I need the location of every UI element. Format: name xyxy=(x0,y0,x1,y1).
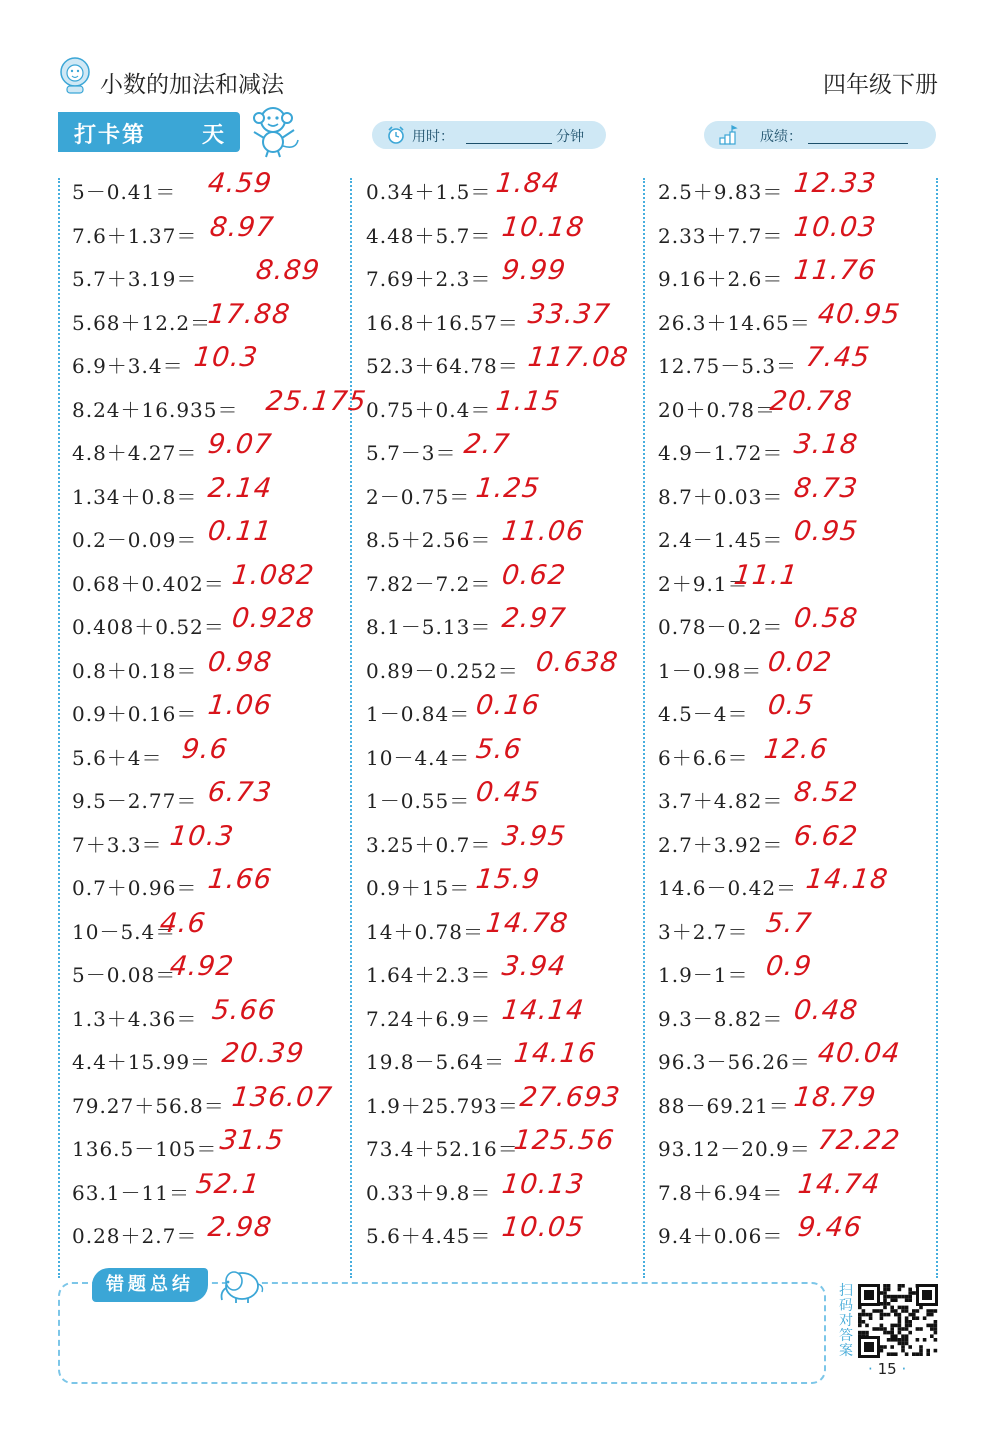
problem-question: 1.34＋0.8＝ xyxy=(72,484,198,509)
alarm-clock-icon xyxy=(386,125,406,145)
handwritten-answer: 15.9 xyxy=(474,864,542,895)
banner-day-unit: 天 xyxy=(202,123,225,148)
handwritten-answer: 1.15 xyxy=(494,385,562,417)
problem-question: 9.3－8.82＝ xyxy=(658,1006,784,1031)
handwritten-answer: 10.3 xyxy=(168,820,236,852)
problem-question: 0.78－0.2＝ xyxy=(658,615,784,639)
problem-question: 5－0.41＝ xyxy=(72,180,177,204)
problem-question: 14＋0.78＝ xyxy=(366,919,484,944)
handwritten-answer: 0.48 xyxy=(792,994,860,1026)
handwritten-answer: 27.693 xyxy=(518,1081,623,1113)
problem-question: 1.3＋4.36＝ xyxy=(72,1006,198,1031)
grade-label: 四年级下册 xyxy=(823,72,938,98)
page-header xyxy=(56,54,938,104)
problem-question: 14.6－0.42＝ xyxy=(658,876,798,900)
problem-question: 9.16＋2.6＝ xyxy=(658,267,784,291)
handwritten-answer: 14.16 xyxy=(512,1038,598,1069)
handwritten-answer: 3.18 xyxy=(792,429,860,460)
scan-answer-label xyxy=(836,1284,856,1359)
handwritten-answer: 4.92 xyxy=(168,951,236,982)
handwritten-answer: 4.59 xyxy=(206,168,274,199)
problem-question: 0.2－0.09＝ xyxy=(72,528,198,552)
handwritten-answer: 5.7 xyxy=(764,907,814,939)
handwritten-answer: 17.88 xyxy=(206,298,292,330)
handwritten-answer: 14.78 xyxy=(484,907,570,939)
handwritten-answer: 0.928 xyxy=(230,603,316,634)
podium-flag-icon xyxy=(718,125,738,145)
problem-question: 8.1－5.13＝ xyxy=(366,615,492,639)
problem-question: 0.75＋0.4＝ xyxy=(366,397,492,422)
handwritten-answer: 1.66 xyxy=(206,864,274,895)
handwritten-answer: 20.78 xyxy=(768,385,854,417)
handwritten-answer: 10.3 xyxy=(192,342,260,373)
handwritten-answer: 52.1 xyxy=(194,1168,262,1200)
handwritten-answer: 33.37 xyxy=(526,298,612,330)
frame-right-border xyxy=(936,178,938,1278)
handwritten-answer: 3.94 xyxy=(500,951,568,982)
handwritten-answer: 2.98 xyxy=(206,1212,274,1243)
handwritten-answer: 11.06 xyxy=(500,516,586,547)
problem-question: 0.8＋0.18＝ xyxy=(72,658,198,683)
problem-question: 0.34＋1.5＝ xyxy=(366,180,492,204)
problem-question: 4.8＋4.27＝ xyxy=(72,441,198,465)
problem-question: 1.9－1＝ xyxy=(658,963,749,987)
problem-question: 5－0.08＝ xyxy=(72,963,177,987)
problem-question: 0.28＋2.7＝ xyxy=(72,1224,198,1248)
problem-question: 5.7－3＝ xyxy=(366,441,457,465)
handwritten-answer: 10.18 xyxy=(500,211,586,243)
handwritten-answer: 5.6 xyxy=(474,733,524,765)
problem-question: 0.68＋0.402＝ xyxy=(72,571,225,596)
handwritten-answer: 4.6 xyxy=(158,907,208,939)
problem-question: 19.8－5.64＝ xyxy=(366,1050,506,1074)
handwritten-answer: 0.11 xyxy=(206,516,274,547)
time-unit: 分钟 xyxy=(556,129,584,145)
handwritten-answer: 11.1 xyxy=(732,559,800,591)
problem-question: 4.48＋5.7＝ xyxy=(366,223,492,248)
handwritten-answer: 1.06 xyxy=(206,690,274,721)
problem-question: 1－0.98＝ xyxy=(658,658,763,683)
problem-question: 8.5＋2.56＝ xyxy=(366,528,492,552)
column-separator xyxy=(643,178,645,1278)
handwritten-answer: 8.73 xyxy=(792,472,860,504)
problem-question: 5.7＋3.19＝ xyxy=(72,267,198,291)
elephant-icon xyxy=(216,1264,268,1304)
handwritten-answer: 10.03 xyxy=(792,211,878,243)
score-label: 成绩： xyxy=(760,129,802,145)
problem-question: 10－4.4＝ xyxy=(366,745,471,770)
problem-question: 0.408＋0.52＝ xyxy=(72,615,225,639)
handwritten-answer: 5.66 xyxy=(210,994,278,1026)
handwritten-answer: 12.6 xyxy=(762,733,830,765)
problem-question: 4.9－1.72＝ xyxy=(658,441,784,465)
handwritten-answer: 25.175 xyxy=(264,385,369,417)
problem-question: 3.7＋4.82＝ xyxy=(658,789,784,813)
checkin-banner xyxy=(58,112,240,152)
column-separator xyxy=(350,178,352,1278)
problem-question: 7.8＋6.94＝ xyxy=(658,1180,784,1205)
scan-char: 码 xyxy=(839,1298,853,1314)
problem-question: 12.75－5.3＝ xyxy=(658,354,798,378)
problem-question: 10－5.4＝ xyxy=(72,919,177,944)
handwritten-answer: 40.95 xyxy=(816,298,902,330)
handwritten-answer: 18.79 xyxy=(792,1081,878,1113)
handwritten-answer: 1.25 xyxy=(474,472,542,504)
problem-question: 2.5＋9.83＝ xyxy=(658,180,784,204)
problem-question: 5.68＋12.2＝ xyxy=(72,310,212,335)
handwritten-answer: 0.9 xyxy=(764,951,814,982)
problem-question: 5.6＋4＝ xyxy=(72,745,163,770)
problem-question: 93.12－20.9＝ xyxy=(658,1137,811,1161)
problem-question: 0.33＋9.8＝ xyxy=(366,1180,492,1205)
handwritten-answer: 10.05 xyxy=(500,1212,586,1243)
problem-question: 63.1－11＝ xyxy=(72,1180,190,1205)
handwritten-answer: 14.14 xyxy=(500,994,586,1026)
handwritten-answer: 9.07 xyxy=(206,429,274,460)
problem-question: 20＋0.78＝ xyxy=(658,397,776,422)
handwritten-answer: 72.22 xyxy=(816,1125,902,1156)
handwritten-answer: 1.84 xyxy=(494,168,562,199)
problem-question: 6＋6.6＝ xyxy=(658,745,749,770)
problem-question: 26.3＋14.65＝ xyxy=(658,310,811,335)
handwritten-answer: 125.56 xyxy=(512,1125,617,1156)
handwritten-answer: 2.14 xyxy=(206,472,274,504)
problem-question: 7.82－7.2＝ xyxy=(366,571,492,596)
problem-question: 3＋2.7＝ xyxy=(658,919,749,944)
qr-code-icon[interactable] xyxy=(858,1284,938,1358)
handwritten-answer: 31.5 xyxy=(218,1125,286,1156)
problem-question: 1－0.55＝ xyxy=(366,789,471,813)
handwritten-answer: 9.6 xyxy=(180,733,230,765)
frame-left-border xyxy=(58,178,60,1278)
handwritten-answer: 6.73 xyxy=(206,777,274,808)
problem-question: 7.24＋6.9＝ xyxy=(366,1006,492,1031)
problem-question: 1.64＋2.3＝ xyxy=(366,963,492,987)
handwritten-answer: 1.082 xyxy=(230,559,316,591)
handwritten-answer: 117.08 xyxy=(526,342,631,373)
score-input-line[interactable] xyxy=(808,143,908,144)
handwritten-answer: 2.97 xyxy=(500,603,568,634)
problem-question: 52.3＋64.78＝ xyxy=(366,354,519,378)
page-title: 小数的加法和减法 xyxy=(100,72,284,98)
handwritten-answer: 6.62 xyxy=(792,820,860,852)
mistake-summary-label: 错题总结 xyxy=(92,1268,208,1302)
problem-question: 8.24＋16.935＝ xyxy=(72,397,239,422)
problem-question: 2.7＋3.92＝ xyxy=(658,832,784,857)
problem-question: 0.9＋0.16＝ xyxy=(72,702,198,726)
handwritten-answer: 40.04 xyxy=(816,1038,902,1069)
handwritten-answer: 0.45 xyxy=(474,777,542,808)
problem-question: 9.4＋0.06＝ xyxy=(658,1224,784,1248)
handwritten-answer: 0.62 xyxy=(500,559,568,591)
handwritten-answer: 8.97 xyxy=(208,211,276,243)
handwritten-answer: 10.13 xyxy=(500,1168,586,1200)
handwritten-answer: 2.7 xyxy=(462,429,512,460)
scan-char: 扫 xyxy=(839,1283,853,1299)
handwritten-answer: 11.76 xyxy=(792,255,878,286)
problem-question: 73.4＋52.16＝ xyxy=(366,1137,519,1161)
handwritten-answer: 0.5 xyxy=(766,690,816,721)
handwritten-answer: 0.98 xyxy=(206,646,274,678)
handwritten-answer: 0.58 xyxy=(792,603,860,634)
problem-question: 5.6＋4.45＝ xyxy=(366,1224,492,1248)
handwritten-answer: 14.18 xyxy=(804,864,890,895)
page-number-value: 15 xyxy=(877,1360,897,1378)
problem-question: 136.5－105＝ xyxy=(72,1137,218,1161)
problem-question: 88－69.21＝ xyxy=(658,1093,790,1118)
handwritten-answer: 8.52 xyxy=(792,777,860,808)
problem-question: 16.8＋16.57＝ xyxy=(366,310,519,335)
problem-question: 4.5－4＝ xyxy=(658,702,749,726)
problem-question: 7＋3.3＝ xyxy=(72,832,163,857)
problem-question: 7.6＋1.37＝ xyxy=(72,223,198,248)
handwritten-answer: 9.46 xyxy=(796,1212,864,1243)
time-box xyxy=(372,121,606,149)
handwritten-answer: 0.02 xyxy=(766,646,834,678)
handwritten-answer: 136.07 xyxy=(230,1081,335,1113)
scan-char: 答 xyxy=(839,1328,853,1344)
scan-char: 对 xyxy=(839,1313,853,1329)
handwritten-answer: 0.95 xyxy=(792,516,860,547)
problem-question: 2－0.75＝ xyxy=(366,484,471,509)
problem-question: 2＋9.1＝ xyxy=(658,571,749,596)
problem-question: 7.69＋2.3＝ xyxy=(366,267,492,291)
problem-question: 0.9＋15＝ xyxy=(366,876,471,900)
handwritten-answer: 20.39 xyxy=(220,1038,306,1069)
handwritten-answer: 0.638 xyxy=(534,646,620,678)
problem-question: 4.4＋15.99＝ xyxy=(72,1050,212,1074)
handwritten-answer: 12.33 xyxy=(792,168,878,199)
time-label: 用时： xyxy=(412,129,454,145)
problem-question: 6.9＋3.4＝ xyxy=(72,354,184,378)
problem-question: 0.89－0.252＝ xyxy=(366,658,519,683)
time-input-line[interactable] xyxy=(466,143,552,144)
problem-question: 2.4－1.45＝ xyxy=(658,528,784,552)
problem-question: 3.25＋0.7＝ xyxy=(366,832,492,857)
handwritten-answer: 0.16 xyxy=(474,690,542,721)
monkey-mascot-icon xyxy=(246,102,304,158)
handwritten-answer: 14.74 xyxy=(796,1168,882,1200)
handwritten-answer: 9.99 xyxy=(500,255,568,286)
banner-label: 打卡第 xyxy=(74,123,147,148)
problem-question: 8.7＋0.03＝ xyxy=(658,484,784,509)
scan-char: 案 xyxy=(839,1343,853,1359)
problem-question: 0.7＋0.96＝ xyxy=(72,876,198,900)
handwritten-answer: 3.95 xyxy=(500,820,568,852)
problem-question: 9.5－2.77＝ xyxy=(72,789,198,813)
problem-question: 96.3－56.26＝ xyxy=(658,1050,811,1074)
problem-question: 79.27＋56.8＝ xyxy=(72,1093,225,1118)
score-box xyxy=(704,121,936,149)
handwritten-answer: 7.45 xyxy=(804,342,872,373)
problem-question: 1－0.84＝ xyxy=(366,702,471,726)
lion-logo-icon xyxy=(58,56,92,94)
problem-question: 2.33＋7.7＝ xyxy=(658,223,784,248)
problem-question: 1.9＋25.793＝ xyxy=(366,1093,519,1118)
page-number: · 15 · xyxy=(868,1360,907,1378)
handwritten-answer: 8.89 xyxy=(254,255,322,286)
